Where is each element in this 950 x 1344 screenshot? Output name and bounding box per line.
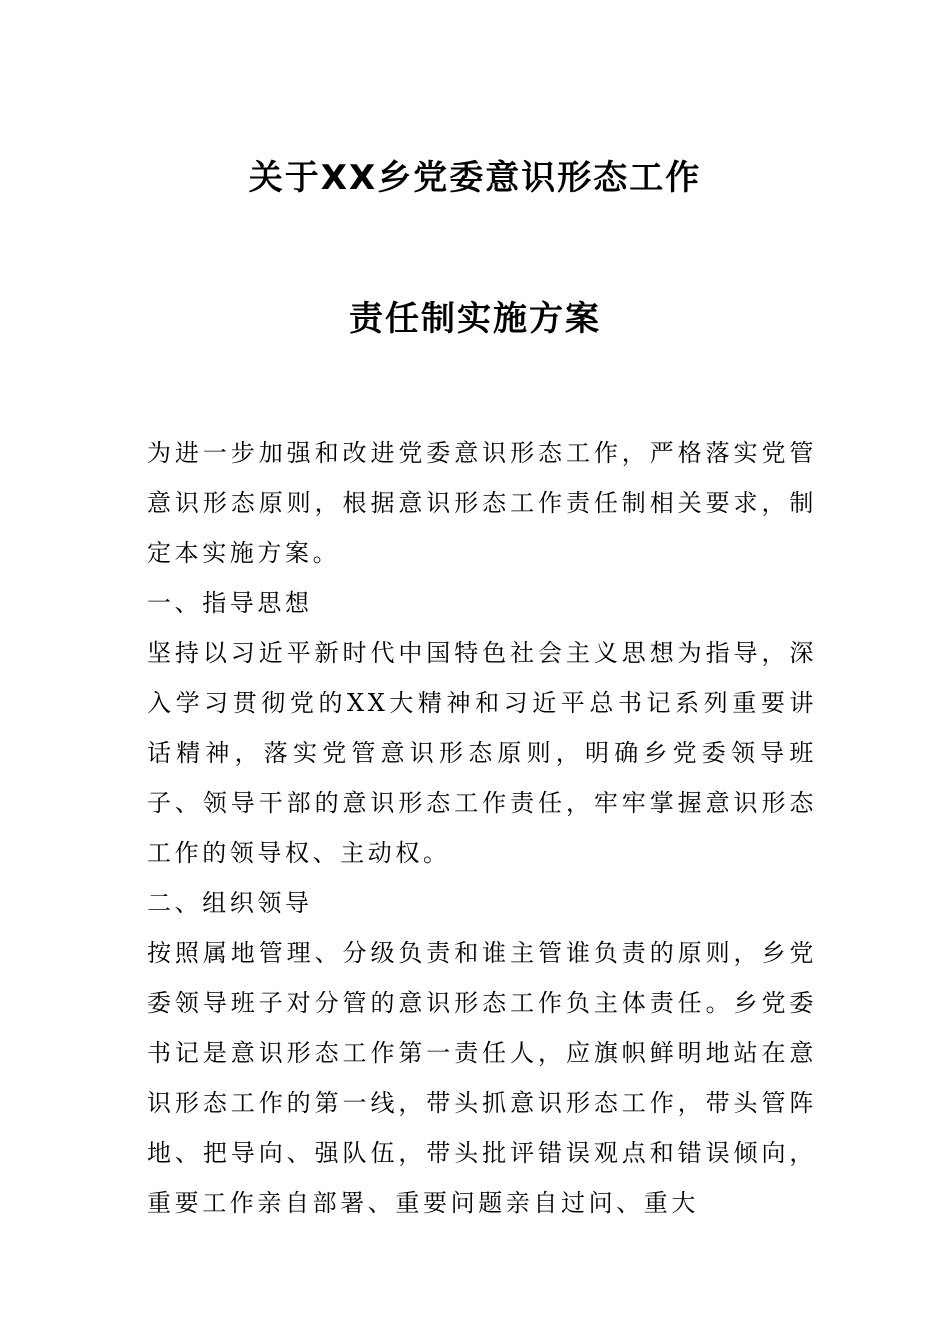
document-title-line-2: 责任制实施方案: [349, 299, 601, 339]
section-heading-guiding-ideology: 一、指导思想: [147, 589, 313, 617]
section-heading-organization-leadership: 二、组织领导: [147, 889, 313, 917]
document-body: [147, 428, 817, 1228]
organization-leadership-paragraph: 按照属地管理、分级负责和谁主管谁负责的原则，乡党委领导班子对分管的意识形态工作负主体责任。乡党委书记是意识形态工作第一责任人，应旗帜鲜明地站在意识形态工作的第一线，带头抓意识形态工作，带头管阵地、把导向、强队伍，带头批评错误观点和错误倾向，重要工作亲自部署、重要问题亲自过问、重大: [147, 939, 817, 1217]
guiding-ideology-paragraph: 坚持以习近平新时代中国特色社会主义思想为指导，深入学习贯彻党的XX大精神和习近平总书记系列重要讲话精神，落实党管意识形态原则，明确乡党委领导班子、领导干部的意识形态工作责任，牢牢掌握意识形态工作的领导权、主动权。: [147, 639, 817, 867]
intro-paragraph: 为进一步加强和改进党委意识形态工作，严格落实党管意识形态原则，根据意识形态工作责任制相关要求，制定本实施方案。: [147, 439, 817, 567]
document-title-line-1: 关于XX乡党委意识形态工作: [248, 158, 702, 198]
